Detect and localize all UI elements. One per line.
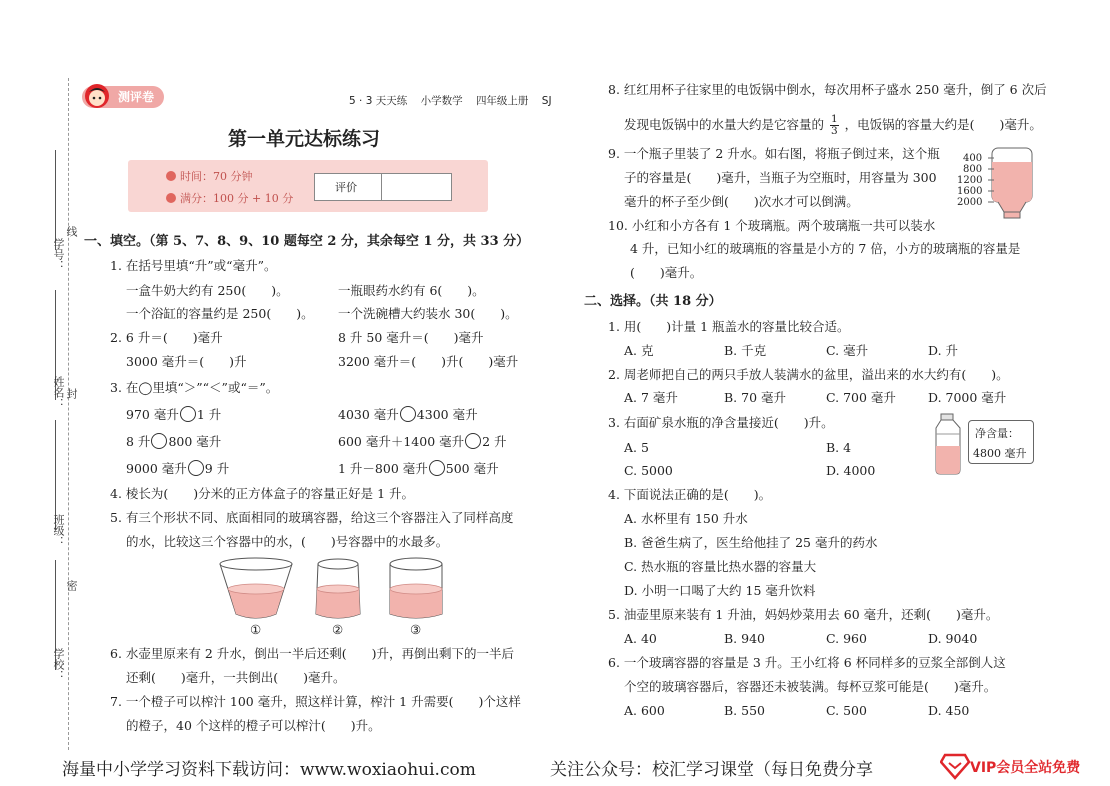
s2-q1-option-c[interactable]: C. 毫升 — [826, 343, 869, 358]
s2-q2-stem: 2. 周老师把自己的两只手放人装满水的盆里，溢出来的水大约有( )。 — [608, 367, 1009, 382]
answer-circle[interactable] — [151, 433, 167, 449]
q8-text-b: ，电饭锅的容量大约是( )毫升。 — [844, 117, 1042, 132]
s2-q5-option-c[interactable]: C. 960 — [826, 631, 867, 646]
q2-c: 3000 毫升＝( )升 — [126, 354, 247, 369]
student-mascot-icon — [84, 82, 110, 110]
q7-line2: 的橙子，40 个这样的橙子可以榨汁( )升。 — [126, 718, 381, 733]
q9-line1: 9. 一个瓶子里装了 2 升水。如右图，将瓶子倒过来，这个瓶 — [608, 146, 940, 161]
score-icon — [166, 193, 176, 203]
label-banji: 班级： — [52, 514, 65, 547]
evaluation-box — [314, 173, 452, 201]
q4-text: 4. 棱长为( )分米的正方体盒子的容量正好是 1 升。 — [110, 486, 415, 501]
s2-q1-stem: 1. 用( )计量 1 瓶盖水的容量比较合适。 — [608, 319, 850, 334]
q3-e-left: 9000 毫升 — [126, 461, 187, 476]
q3-b-right: 4300 毫升 — [416, 407, 478, 422]
time-text: 时间：70 分钟 — [180, 170, 253, 183]
q3-e — [126, 460, 229, 477]
s2-q6-option-a[interactable]: A. 600 — [624, 703, 665, 718]
grade-name: 四年级上册 — [475, 95, 529, 107]
s2-q6-option-d[interactable]: D. 450 — [928, 703, 970, 718]
s2-q1-option-b[interactable]: B. 千克 — [724, 343, 767, 358]
s2-q5-option-b[interactable]: B. 940 — [724, 631, 765, 646]
scale-label-2000: 2000 — [957, 197, 983, 208]
footer-download-text[interactable]: 海量中小学学习资料下载访问：www.woxiaohui.com — [62, 760, 476, 780]
q8-text-a: 发现电饭锅中的水量大约是它容量的 — [624, 117, 825, 132]
section2-heading: 二、选择。（共 18 分） — [584, 294, 722, 309]
fraction — [830, 114, 839, 137]
q1-c: 一个浴缸的容量约是 250( )。 — [126, 306, 314, 321]
score-info — [166, 190, 293, 206]
q10-line1: 10. 小红和小方各有 1 个玻璃瓶。两个玻璃瓶一共可以装水 — [608, 218, 936, 233]
time-info — [166, 168, 253, 184]
q1-d: 一个洗碗槽大约装水 30( )。 — [338, 306, 518, 321]
s2-q3-option-a[interactable]: A. 5 — [624, 440, 649, 455]
q3-c-left: 8 升 — [126, 434, 151, 449]
q9-line2: 子的容量是( )毫升，当瓶子为空瓶时，用容量为 300 — [624, 170, 937, 185]
callout-line2: 4800 毫升 — [973, 447, 1027, 460]
series-name: 5 · 3 天天练 — [349, 95, 408, 107]
header-series — [349, 93, 552, 108]
q5-line1: 5. 有三个形状不同、底面相同的玻璃容器，给这三个容器注入了同样高度 — [110, 510, 514, 525]
s2-q4-stem: 4. 下面说法正确的是( )。 — [608, 487, 772, 502]
q6-line2: 还剩( )毫升，一共倒出( )毫升。 — [126, 670, 346, 685]
q3-f — [338, 460, 499, 477]
q3-a-right: 1 升 — [196, 407, 222, 422]
clock-icon — [166, 171, 176, 181]
q3-c-right: 800 毫升 — [168, 434, 222, 449]
callout-line1: 净含量： — [975, 427, 1019, 440]
label-xuexiao: 学校： — [52, 648, 65, 681]
q10-line3: ( )毫升。 — [630, 265, 703, 280]
q3-stem: 3. 在◯里填“＞”“＜”或“＝”。 — [110, 380, 279, 395]
answer-circle[interactable] — [180, 406, 196, 422]
q2-b: 8 升 50 毫升＝( )毫升 — [338, 330, 484, 345]
s2-q3-option-c[interactable]: C. 5000 — [624, 463, 673, 478]
binding-line — [68, 78, 69, 750]
net-content-callout — [968, 420, 1034, 464]
s2-q2-option-b[interactable]: B. 70 毫升 — [724, 390, 787, 405]
s2-q3-option-d[interactable]: D. 4000 — [826, 463, 876, 478]
water-bottle-illustration — [928, 412, 968, 476]
subject-name: 小学数学 — [420, 95, 463, 107]
s2-q4-option-a[interactable]: A. 水杯里有 150 升水 — [624, 511, 748, 526]
s2-q1-option-d[interactable]: D. 升 — [928, 343, 959, 358]
scale-label-800: 800 — [963, 164, 983, 175]
q1-a: 一盒牛奶大约有 250( )。 — [126, 283, 289, 298]
s2-q4-option-b[interactable]: B. 爸爸生病了，医生给他挂了 25 毫升的药水 — [624, 535, 878, 550]
s2-q4-option-d[interactable]: D. 小明一口喝了大约 15 毫升饮料 — [624, 583, 816, 598]
label-xingming: 姓名： — [52, 376, 65, 409]
label-xuehao: 学号： — [52, 238, 65, 271]
blank-xuehao — [55, 150, 56, 250]
badge-label: 测评卷 — [118, 90, 155, 104]
q2-d: 3200 毫升＝( )升( )毫升 — [338, 354, 519, 369]
q1-stem: 1. 在括号里填“升”或“毫升”。 — [110, 258, 277, 273]
q3-a-left: 970 毫升 — [126, 407, 179, 422]
s2-q2-option-c[interactable]: C. 700 毫升 — [826, 390, 896, 405]
q3-f-right: 500 毫升 — [445, 461, 499, 476]
q3-a — [126, 406, 221, 423]
eval-divider — [381, 174, 382, 200]
scale-label-400: 400 — [963, 153, 983, 164]
container-label-2: ② — [332, 622, 344, 637]
container-1 — [220, 558, 292, 618]
q3-c — [126, 433, 221, 450]
answer-circle[interactable] — [400, 406, 416, 422]
q5-line2: 的水，比较这三个容器中的水，( )号容器中的水最多。 — [126, 534, 449, 549]
diamond-vip-icon — [940, 752, 970, 780]
q8-line2 — [624, 114, 1042, 137]
q3-d-left: 600 毫升＋1400 毫升 — [338, 434, 465, 449]
eval-label: 评价 — [335, 181, 357, 194]
container-3 — [390, 558, 442, 618]
answer-circle[interactable] — [465, 433, 481, 449]
q3-f-left: 1 升－800 毫升 — [338, 461, 428, 476]
s2-q5-option-d[interactable]: D. 9040 — [928, 631, 978, 646]
container-label-3: ③ — [410, 622, 422, 637]
s2-q4-option-c[interactable]: C. 热水瓶的容量比热水器的容量大 — [624, 559, 817, 574]
s2-q6-line2: 个空的玻璃容器后，容器还未被装满。每杯豆浆可能是( )毫升。 — [624, 679, 997, 694]
q10-line2: 4 升，已知小红的玻璃瓶的容量是小方的 7 倍，小方的玻璃瓶的容量是 — [630, 241, 1021, 256]
label-xian: 线 — [65, 226, 78, 237]
label-mi: 密 — [65, 580, 78, 591]
edition-name: SJ — [541, 95, 552, 107]
s2-q2-option-a[interactable]: A. 7 毫升 — [624, 390, 678, 405]
q3-d-right: 2 升 — [482, 434, 507, 449]
answer-circle[interactable] — [188, 460, 204, 476]
footer-wechat-text: 关注公众号：校汇学习课堂（每日免费分享 — [550, 760, 873, 780]
answer-circle[interactable] — [429, 460, 445, 476]
q3-e-right: 9 升 — [204, 461, 230, 476]
q8-line1: 8. 红红用杯子往家里的电饭锅中倒水，每次用杯子盛水 250 毫升，倒了 6 次后 — [608, 82, 1047, 97]
fraction-denominator: 3 — [831, 125, 838, 137]
s2-q5-option-a[interactable]: A. 40 — [624, 631, 657, 646]
s2-q5-stem: 5. 油壶里原来装有 1 升油，妈妈炒菜用去 60 毫升，还剩( )毫升。 — [608, 607, 999, 622]
q1-b: 一瓶眼药水约有 6( )。 — [338, 283, 485, 298]
scale-label-1600: 1600 — [957, 186, 983, 197]
s2-q6-option-c[interactable]: C. 500 — [826, 703, 867, 718]
section1-heading: 一、填空。（第 5、7、8、9、10 题每空 2 分，其余每空 1 分，共 33 分） — [84, 234, 530, 249]
score-text: 满分：100 分 + 10 分 — [180, 192, 294, 205]
s2-q1-option-a[interactable]: A. 克 — [624, 343, 654, 358]
container-2 — [316, 559, 360, 618]
q3-b-left: 4030 毫升 — [338, 407, 399, 422]
q7-line1: 7. 一个橙子可以榨汁 100 毫升，照这样计算，榨汁 1 升需要( )个这样 — [110, 694, 521, 709]
s2-q2-option-d[interactable]: D. 7000 毫升 — [928, 390, 1007, 405]
q2-a: 2. 6 升＝( )毫升 — [110, 330, 223, 345]
label-feng: 封 — [65, 388, 78, 399]
q3-d — [338, 433, 507, 450]
q6-line1: 6. 水壶里原来有 2 升水，倒出一半后还剩( )升，再倒出剩下的一半后 — [110, 646, 515, 661]
footer-vip-text[interactable]: VIP会员全站免费 — [970, 760, 1081, 776]
q3-b — [338, 406, 478, 423]
s2-q6-option-b[interactable]: B. 550 — [724, 703, 765, 718]
s2-q3-option-b[interactable]: B. 4 — [826, 440, 852, 455]
container-label-1: ① — [250, 622, 262, 637]
fraction-numerator: 1 — [831, 113, 838, 125]
scale-label-1200: 1200 — [957, 175, 983, 186]
inverted-bottle-illustration — [986, 144, 1038, 222]
s2-q3-stem: 3. 右面矿泉水瓶的净含量接近( )升。 — [608, 415, 834, 430]
s2-q6-line1: 6. 一个玻璃容器的容量是 3 升。王小红将 6 杯同样多的豆浆全部倒人这 — [608, 655, 1006, 670]
page-title: 第一单元达标练习 — [228, 128, 381, 150]
q9-line3: 毫升的杯子至少倒( )次水才可以倒满。 — [624, 194, 859, 209]
